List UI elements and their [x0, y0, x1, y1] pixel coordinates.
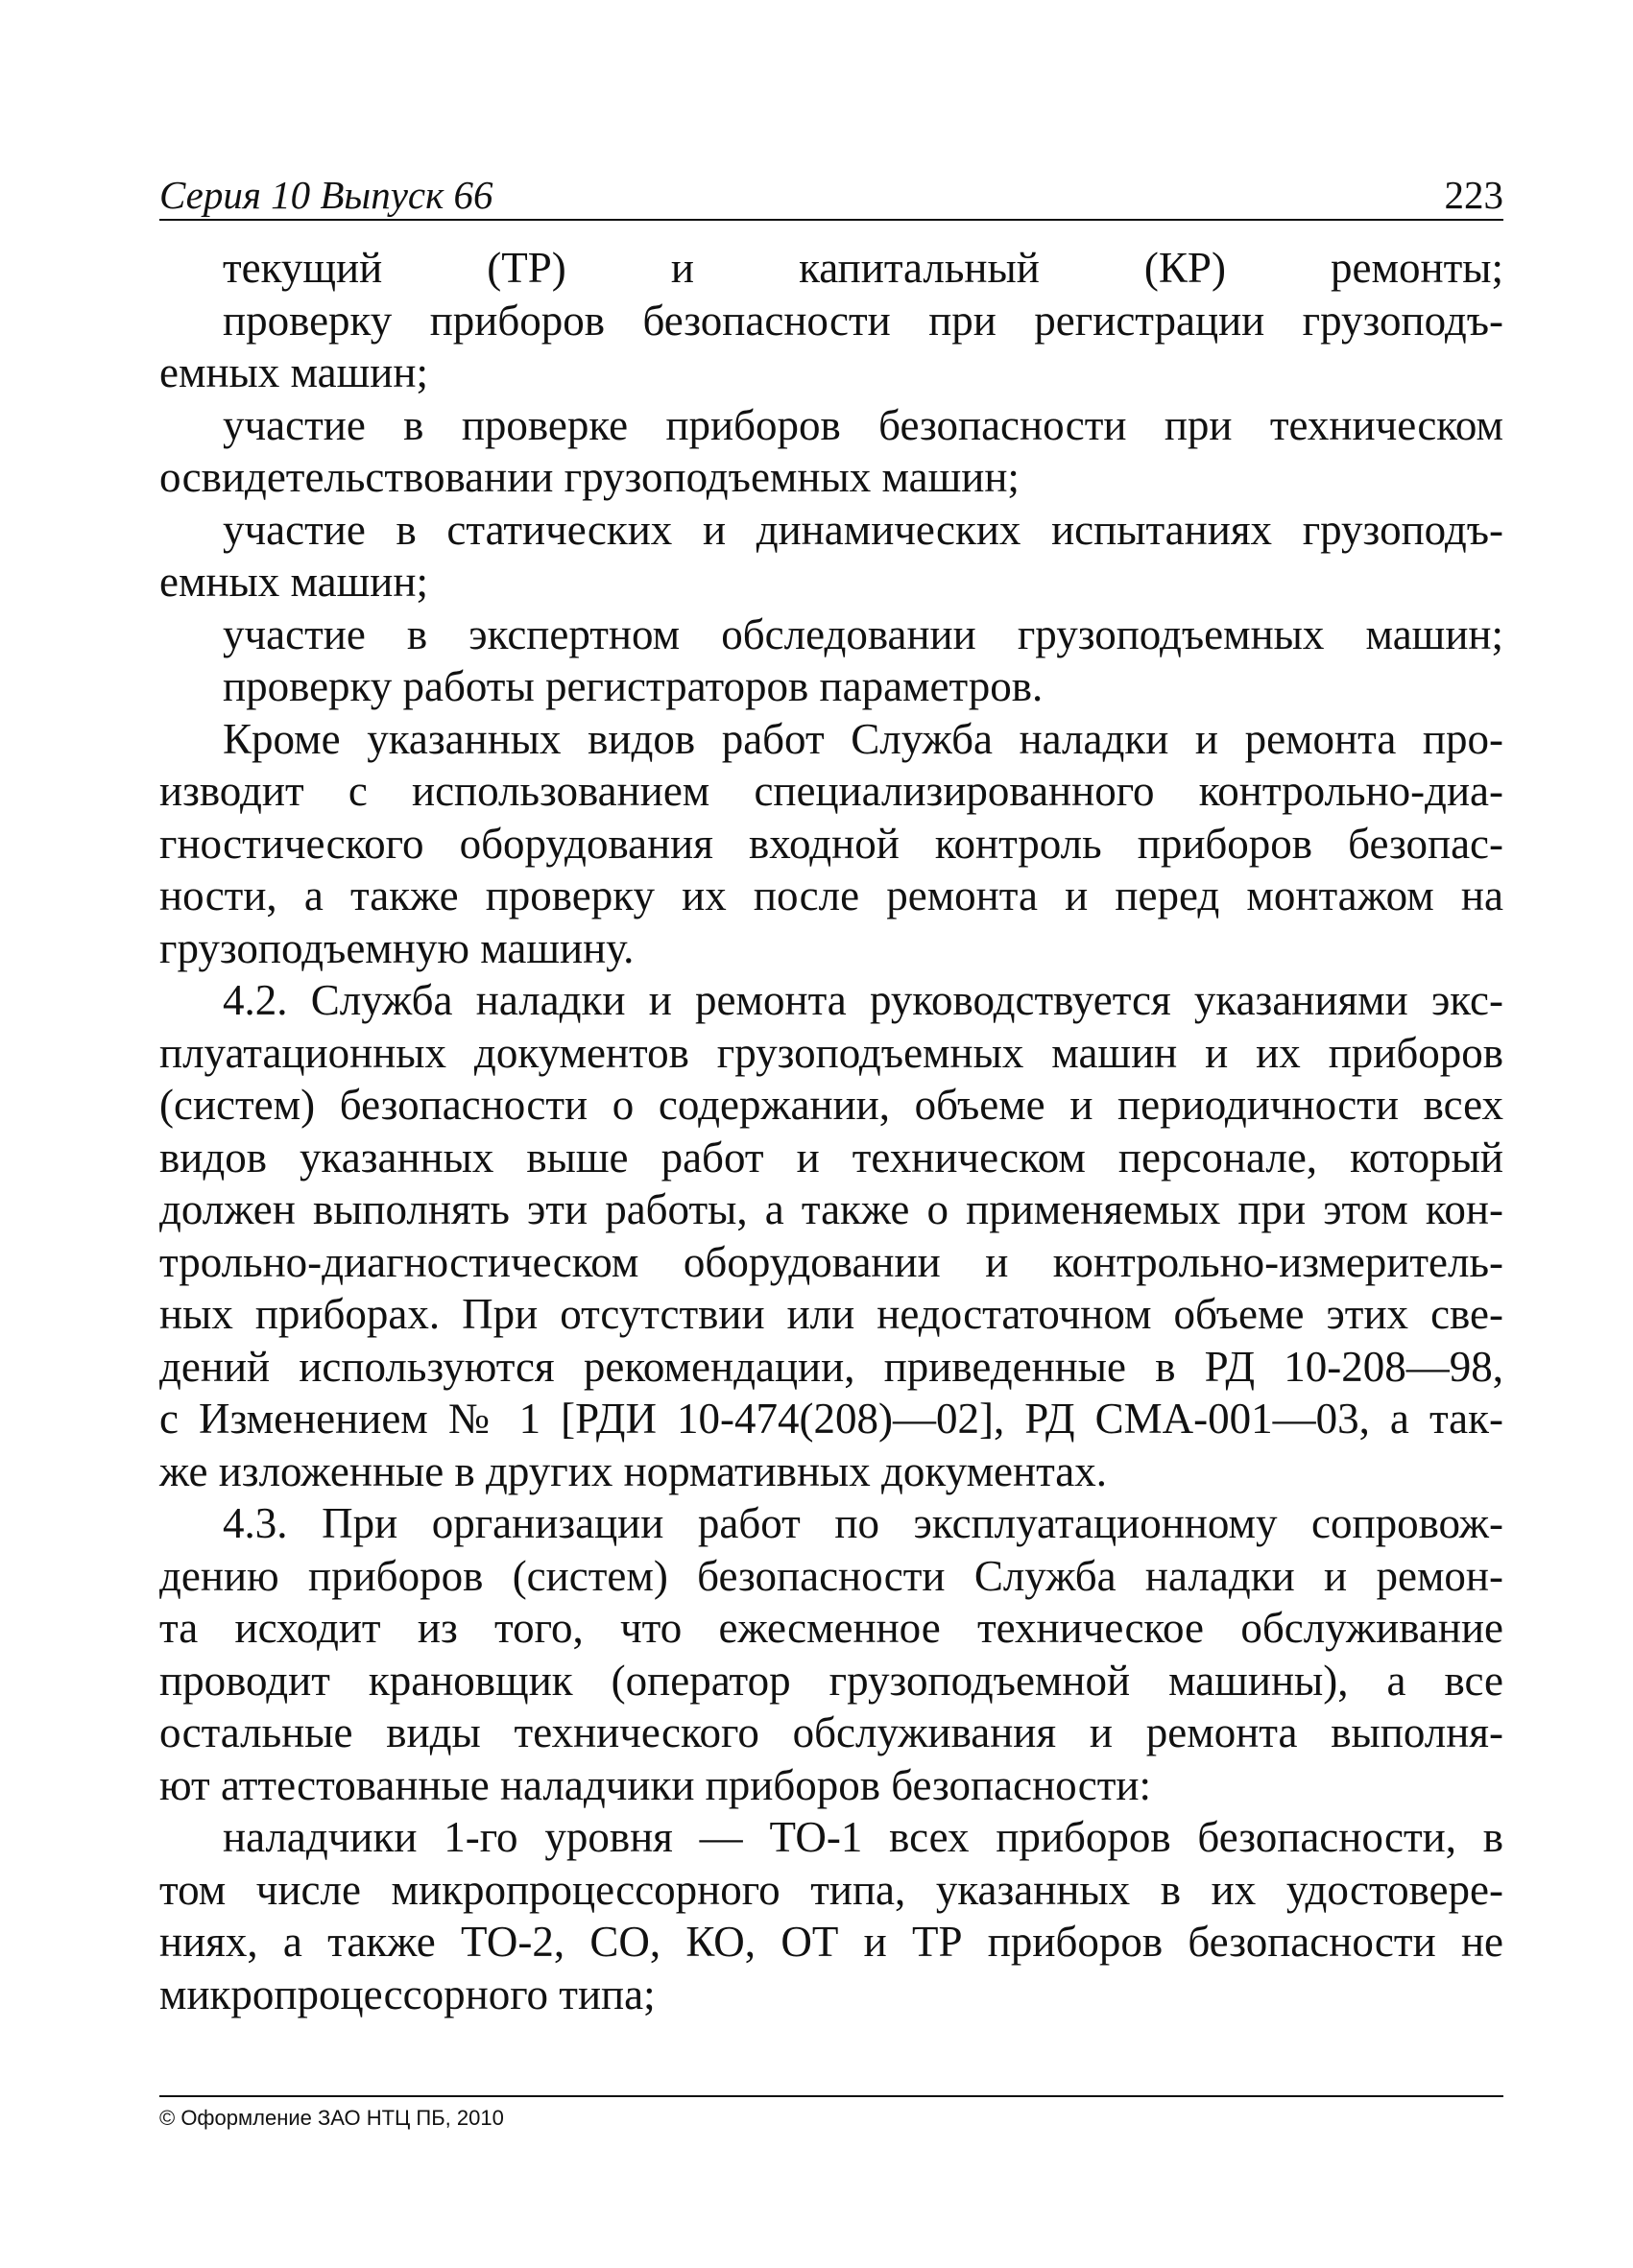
text-line: Кроме указанных видов работ Служба наладки и ремонта про-: [223, 714, 1503, 763]
text-line: проверку работы регистраторов параметров.: [223, 662, 1044, 710]
text-line: с Изменением № 1 [РДИ 10-474(208)—02], РД СМА-001—03, а так-: [159, 1395, 1503, 1443]
series-title: Серия 10 Выпуск 66: [159, 173, 493, 217]
text-line: же изложенные в других нормативных документах.: [159, 1446, 1108, 1495]
text-line: грузоподъемную машину.: [159, 923, 635, 972]
text-line: та исходит из того, что ежесменное техническое обслуживание: [159, 1604, 1503, 1652]
text-line: трольно-диагностическом оборудовании и контрольно-измеритель-: [159, 1237, 1503, 1286]
text-line: изводит с использованием специализированного контрольно-диа-: [159, 767, 1503, 815]
text-line: ных приборах. При отсутствии или недостаточном объеме этих све-: [159, 1290, 1503, 1338]
text-line: участие в проверке приборов безопасности при техническом: [223, 400, 1503, 449]
text-line: емных машин;: [159, 558, 428, 606]
text-line: участие в статических и динамических испытаниях грузоподъ-: [223, 505, 1503, 554]
text-line: наладчики 1-го уровня — ТО-1 всех приборов безопасности, в: [223, 1813, 1503, 1861]
text-line: 4.3. При организации работ по эксплуатационному сопровож-: [223, 1499, 1503, 1547]
text-line: текущий (ТР) и капитальный (КР) ремонты;: [223, 244, 1503, 292]
text-line: должен выполнять эти работы, а также о применяемых при этом кон-: [159, 1185, 1503, 1233]
body-text: [159, 242, 1503, 2020]
text-line: остальные виды технического обслуживания и ремонта выполня-: [159, 1708, 1503, 1756]
text-line: том числе микропроцессорного типа, указанных в их удостовере-: [159, 1865, 1503, 1914]
copyright-notice: © Оформление ЗАО НТЦ ПБ, 2010: [159, 2106, 504, 2130]
running-header: [159, 165, 1503, 221]
footer-divider: [159, 2095, 1503, 2097]
text-line: (систем) безопасности о содержании, объеме и периодичности всех: [159, 1081, 1503, 1129]
text-line: дению приборов (систем) безопасности Служба наладки и ремон-: [159, 1551, 1503, 1600]
text-line: участие в экспертном обследовании грузоподъемных машин;: [223, 609, 1503, 658]
text-line: 4.2. Служба наладки и ремонта руководствуется указаниями экс-: [223, 976, 1503, 1024]
text-line: проводит крановщик (оператор грузоподъемной машины), а все: [159, 1656, 1503, 1705]
text-line: микропроцессорного типа;: [159, 1970, 656, 2018]
text-line: гностического оборудования входной контроль приборов безопас-: [159, 819, 1503, 868]
text-line: освидетельствовании грузоподъемных машин;: [159, 453, 1020, 501]
text-line: плуатационных документов грузоподъемных машин и их приборов: [159, 1028, 1503, 1077]
text-line: видов указанных выше работ и техническом персонале, который: [159, 1133, 1503, 1182]
page-number: 223: [1444, 173, 1503, 217]
text-line: дений используются рекомендации, приведенные в РД 10-208—98,: [159, 1342, 1503, 1391]
text-line: емных машин;: [159, 348, 428, 396]
text-line: проверку приборов безопасности при регистрации грузоподъ-: [223, 296, 1503, 345]
text-line: ниях, а также ТО-2, СО, КО, ОТ и ТР приборов безопасности не: [159, 1918, 1503, 1966]
header-divider: [159, 219, 1503, 221]
text-line: ют аттестованные наладчики приборов безопасности:: [159, 1760, 1152, 1809]
text-line: ности, а также проверку их после ремонта и перед монтажом на: [159, 871, 1503, 919]
